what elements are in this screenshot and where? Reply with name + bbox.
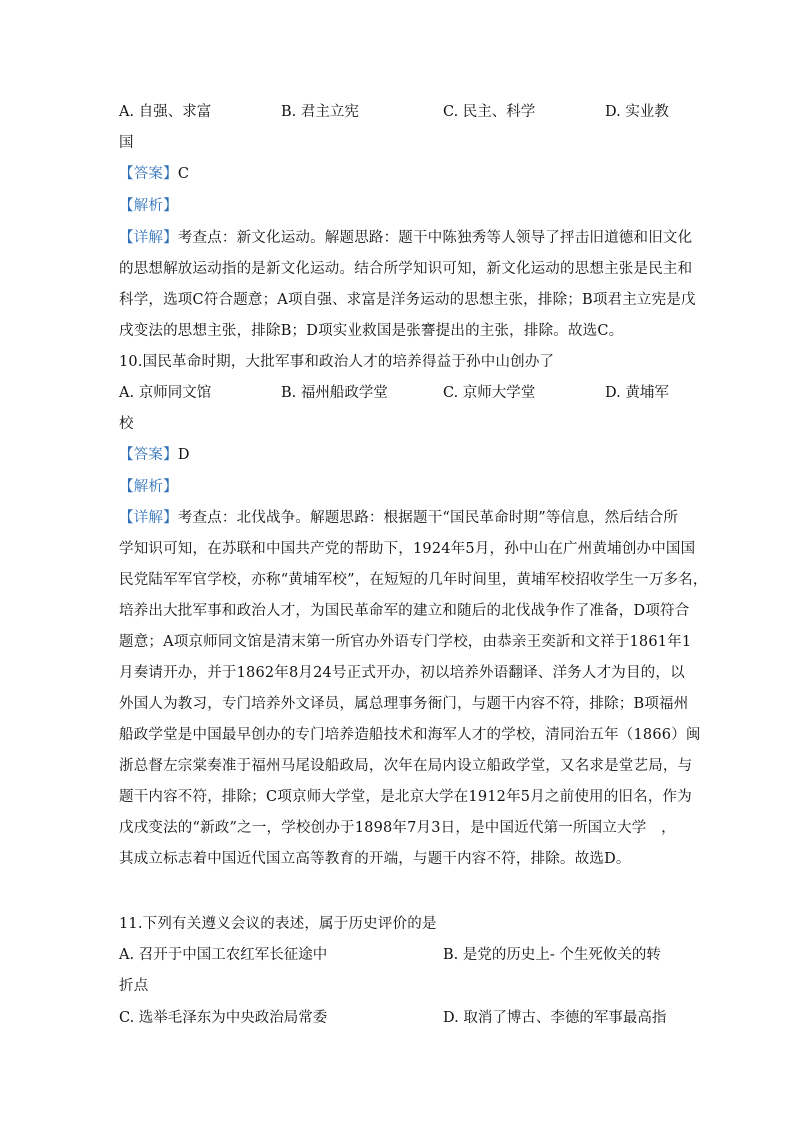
detail-text: 考查点：新文化运动。解题思路：题干中陈独秀等人领导了抨击旧道德和旧文化 [177, 230, 693, 246]
detail-tag: 【详解】 [119, 510, 178, 526]
q10-detail-line-11: 戊戌变法的“新政”之一，学校创办于1898年7月3日，是中国近代第一所国立大学 ， [119, 820, 676, 836]
q11-option-d: D. 取消了博古、李德的军事最高指 [443, 1010, 667, 1026]
q9-option-d-continued: 国 [119, 135, 134, 151]
q9-option-a: A. 自强、求富 [119, 104, 212, 120]
answer-tag: 【答案】 [119, 447, 178, 463]
q9-detail-line-1 [119, 228, 692, 248]
q10-option-c: C. 京师大学堂 [443, 385, 536, 401]
q10-detail-line-7: 外国人为教习，专门培养外文译员，属总理事务衙门，与题干内容不符，排除；B项福州 [119, 696, 689, 712]
answer-tag: 【答案】 [119, 166, 178, 182]
q11-option-c: C. 选举毛泽东为中央政治局常委 [119, 1010, 328, 1026]
q11-option-a: A. 召开于中国工农红军长征途中 [119, 947, 328, 963]
q10-option-d-continued: 校 [119, 416, 134, 432]
q10-option-b: B. 福州船政学堂 [281, 385, 388, 401]
answer-value: D [177, 447, 190, 463]
q9-option-b: B. 君主立宪 [281, 104, 359, 120]
answer-value: C [177, 166, 190, 182]
q10-detail-line-12: 其成立标志着中国近代国立高等教育的开端，与题干内容不符，排除。故选D。 [119, 851, 631, 867]
q9-detail-line-3: 科学，选项C符合题意；A项自强、求富是洋务运动的思想主张，排除；B项君主立宪是戊 [119, 292, 696, 308]
q10-detail-line-6: 月奏请开办，并于1862年8月24号正式开办，初以培养外语翻译、洋务人才为目的，以 [119, 665, 685, 681]
q10-stem: 10.国民革命时期，大批军事和政治人才的培养得益于孙中山创办了 [119, 354, 555, 370]
q9-detail-line-4: 戌变法的思想主张，排除B；D项实业救国是张謇提出的主张，排除。故选C。 [119, 323, 624, 339]
q9-option-d: D. 实业教 [605, 104, 669, 120]
q11-stem: 11.下列有关遵义会议的表述，属于历史评价的是 [119, 916, 437, 932]
q9-detail-line-2: 的思想解放运动指的是新文化运动。结合所学知识可知，新文化运动的思想主张是民主和 [119, 261, 693, 277]
q10-option-a: A. 京师同文馆 [119, 385, 212, 401]
q10-detail-line-1 [119, 508, 678, 528]
q10-detail-line-5: 题意；A项京师同文馆是清末第一所官办外语专门学校，由恭亲王奕訢和文祥于1861年1 [119, 634, 692, 650]
q9-analysis-tag: 【解析】 [119, 198, 178, 214]
detail-tag: 【详解】 [119, 230, 178, 246]
q10-detail-line-2: 学知识可知，在苏联和中国共产党的帮助下，1924年5月，孙中山在广州黄埔创办中国国 [119, 541, 696, 557]
q10-detail-line-9: 浙总督左宗棠奏准于福州马尾设船政局，次年在局内设立船政学堂，又名求是堂艺局，与 [119, 758, 693, 774]
q11-option-b-continued: 折点 [119, 978, 149, 994]
q10-option-d: D. 黄埔军 [605, 385, 669, 401]
q10-detail-line-3: 民党陆军军官学校，亦称“黄埔军校”，在短短的几年时间里，黄埔军校招收学生一万多名， [119, 572, 708, 588]
detail-text: 考查点：北伐战争。解题思路：根据题干“国民革命时期”等信息，然后结合所 [177, 510, 679, 526]
q10-analysis-tag: 【解析】 [119, 479, 178, 495]
q11-option-b: B. 是党的历史上- 个生死攸关的转 [443, 947, 661, 963]
q9-option-c: C. 民主、科学 [443, 104, 536, 120]
q10-detail-line-4: 培养出大批军事和政治人才，为国民革命军的建立和随后的北伐战争作了准备，D项符合 [119, 603, 690, 619]
q9-answer [119, 164, 189, 184]
q10-detail-line-8: 船政学堂是中国最早创办的专门培养造船技术和海军人才的学校，清同治五年（1866）闽 [119, 727, 701, 743]
q10-answer [119, 445, 190, 465]
q10-detail-line-10: 题干内容不符，排除；C项京师大学堂，是北京大学在1912年5月之前使用的旧名，作为 [119, 789, 692, 805]
